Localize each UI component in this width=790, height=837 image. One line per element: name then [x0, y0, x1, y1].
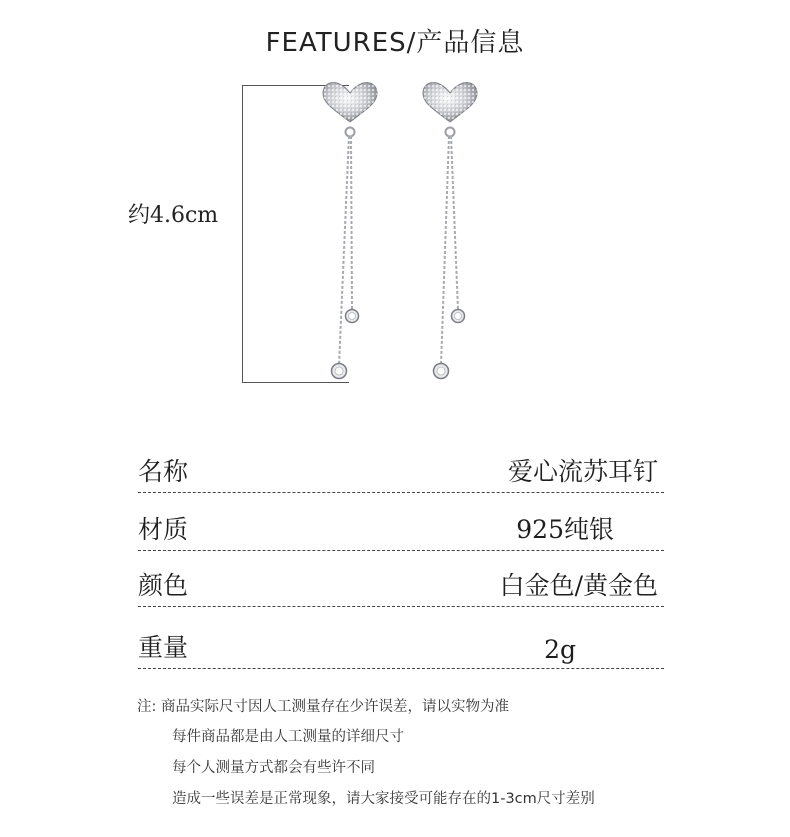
spec-value: 白金色/黄金色	[499, 571, 658, 600]
note-line-3: 每个人测量方式都会有些许不同	[172, 760, 375, 776]
size-label: 约4.6cm	[128, 203, 219, 228]
page-title: FEATURES/产品信息	[265, 28, 525, 58]
spec-row-color	[138, 562, 664, 607]
spec-value: 爱心流苏耳钉	[507, 457, 658, 486]
note-line-1: 注: 商品实际尺寸因人工测量存在少许误差，请以实物为准	[137, 699, 509, 715]
spec-key: 材质	[138, 515, 189, 544]
note-line-4: 造成一些误差是正常现象，请大家接受可能存在的1-3cm尺寸差别	[172, 791, 595, 807]
note-line-2: 每件商品都是由人工测量的详细尺寸	[172, 729, 404, 745]
spec-value: 925纯银	[516, 515, 614, 544]
earring-right-image	[395, 80, 515, 390]
spec-value: 2g	[544, 635, 576, 664]
spec-key: 重量	[138, 633, 189, 662]
spec-row-weight	[138, 624, 664, 669]
spec-key: 颜色	[138, 571, 189, 600]
spec-row-name	[138, 448, 664, 493]
spec-key: 名称	[138, 457, 189, 486]
spec-row-material	[138, 506, 664, 551]
